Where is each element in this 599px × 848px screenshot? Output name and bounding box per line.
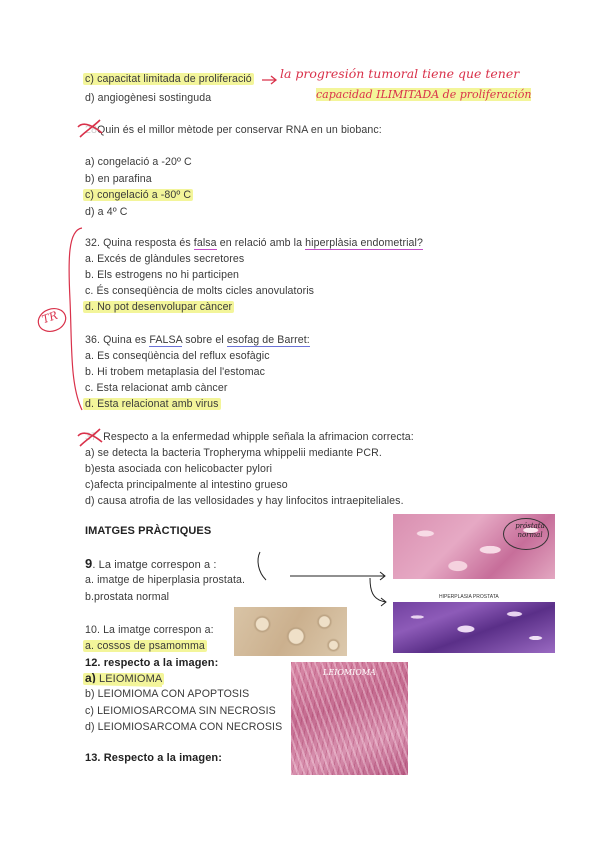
option-c: c. És conseqüència de molts cicles anovulatoris bbox=[85, 285, 315, 297]
question-9: 9. La imatge correspon a : bbox=[85, 556, 217, 571]
cross-mark-icon bbox=[78, 120, 102, 137]
question-13: 13. Respecto a la imagen: bbox=[85, 752, 222, 764]
bracket-mark-icon bbox=[258, 552, 266, 580]
option-a: a. imatge de hiperplasia prostata. bbox=[85, 574, 246, 586]
question-12: 12. respecto a la imagen: bbox=[85, 657, 219, 669]
option-c: c. Esta relacionat amb càncer bbox=[85, 382, 228, 394]
question-10: 10. La imatge correspon a: bbox=[85, 624, 214, 636]
option-d: d. Esta relacionat amb virus bbox=[85, 398, 219, 410]
option-c: c)afecta principalmente al intestino grueso bbox=[85, 479, 288, 491]
question-32: 32. Quina resposta és falsa en relació amb la hiperplàsia endometrial? bbox=[85, 237, 423, 249]
question-number: 37 bbox=[85, 431, 97, 443]
image-label-normal: próstata normal bbox=[515, 522, 545, 539]
option-a: a) se detecta la bacteria Tropheryma whippelii mediante PCR. bbox=[85, 447, 382, 459]
question-rna: 28Quin és el millor mètode per conservar RNA en un biobanc: bbox=[85, 124, 382, 136]
side-note-tr: TR bbox=[40, 308, 60, 327]
section-title: IMATGES PRÀCTIQUES bbox=[85, 525, 212, 537]
option-d: d. No pot desenvolupar càncer bbox=[85, 301, 233, 313]
cross-mark-icon bbox=[78, 429, 102, 446]
question-37: 37. Respecto a la enfermedad whipple señala la afrimacion correcta: bbox=[85, 431, 414, 443]
option-d: d) LEIOMIOSARCOMA CON NECROSIS bbox=[85, 721, 283, 733]
option-c: c) LEIOMIOSARCOMA SIN NECROSIS bbox=[85, 705, 276, 717]
option-b: b) en parafina bbox=[85, 173, 152, 185]
option-a: a. Es conseqüència del reflux esofàgic bbox=[85, 350, 270, 362]
option-b: b) LEIOMIOMA CON APOPTOSIS bbox=[85, 688, 250, 700]
option-c-prev: c) capacitat limitada de proliferació bbox=[85, 73, 252, 85]
handwritten-note-line2: capacidad ILIMITADA de proliferación bbox=[316, 88, 532, 101]
option-a: a. cossos de psamomma bbox=[85, 640, 205, 652]
option-b: b.prostata normal bbox=[85, 591, 170, 603]
image-label-hyperplasia: HIPERPLASIA PROSTATA bbox=[439, 594, 499, 600]
option-d-prev: d) angiogènesi sostinguda bbox=[85, 92, 212, 104]
option-a: a) congelació a -20º C bbox=[85, 156, 192, 168]
question-number: 28 bbox=[85, 124, 97, 136]
circle-mark-icon bbox=[35, 305, 69, 335]
option-b: b. Hi trobem metaplasia del l'estomac bbox=[85, 366, 266, 378]
option-c: c) congelació a -80º C bbox=[85, 189, 192, 201]
option-d: d) a 4º C bbox=[85, 206, 128, 218]
option-b: b)esta asociada con helicobacter pylori bbox=[85, 463, 273, 475]
option-a: a. Excés de glàndules secretores bbox=[85, 253, 245, 265]
handwritten-note-line1: la progresión tumoral tiene que tener bbox=[280, 66, 520, 81]
bracket-icon bbox=[69, 228, 82, 410]
option-a: a) LEIOMIOMA bbox=[85, 671, 163, 685]
option-d: d) causa atrofia de las vellosidades y hay linfocitos intraepiteliales. bbox=[85, 495, 404, 507]
arrow-icon bbox=[262, 76, 276, 84]
question-36: 36. Quina es FALSA sobre el esofag de Barret: bbox=[85, 334, 310, 346]
arrow-right-icon bbox=[290, 572, 385, 580]
image-label-leiomyoma: LEIOMIOMA bbox=[323, 668, 376, 677]
arrow-down-icon bbox=[370, 578, 386, 606]
option-b: b. Els estrogens no hi participen bbox=[85, 269, 240, 281]
